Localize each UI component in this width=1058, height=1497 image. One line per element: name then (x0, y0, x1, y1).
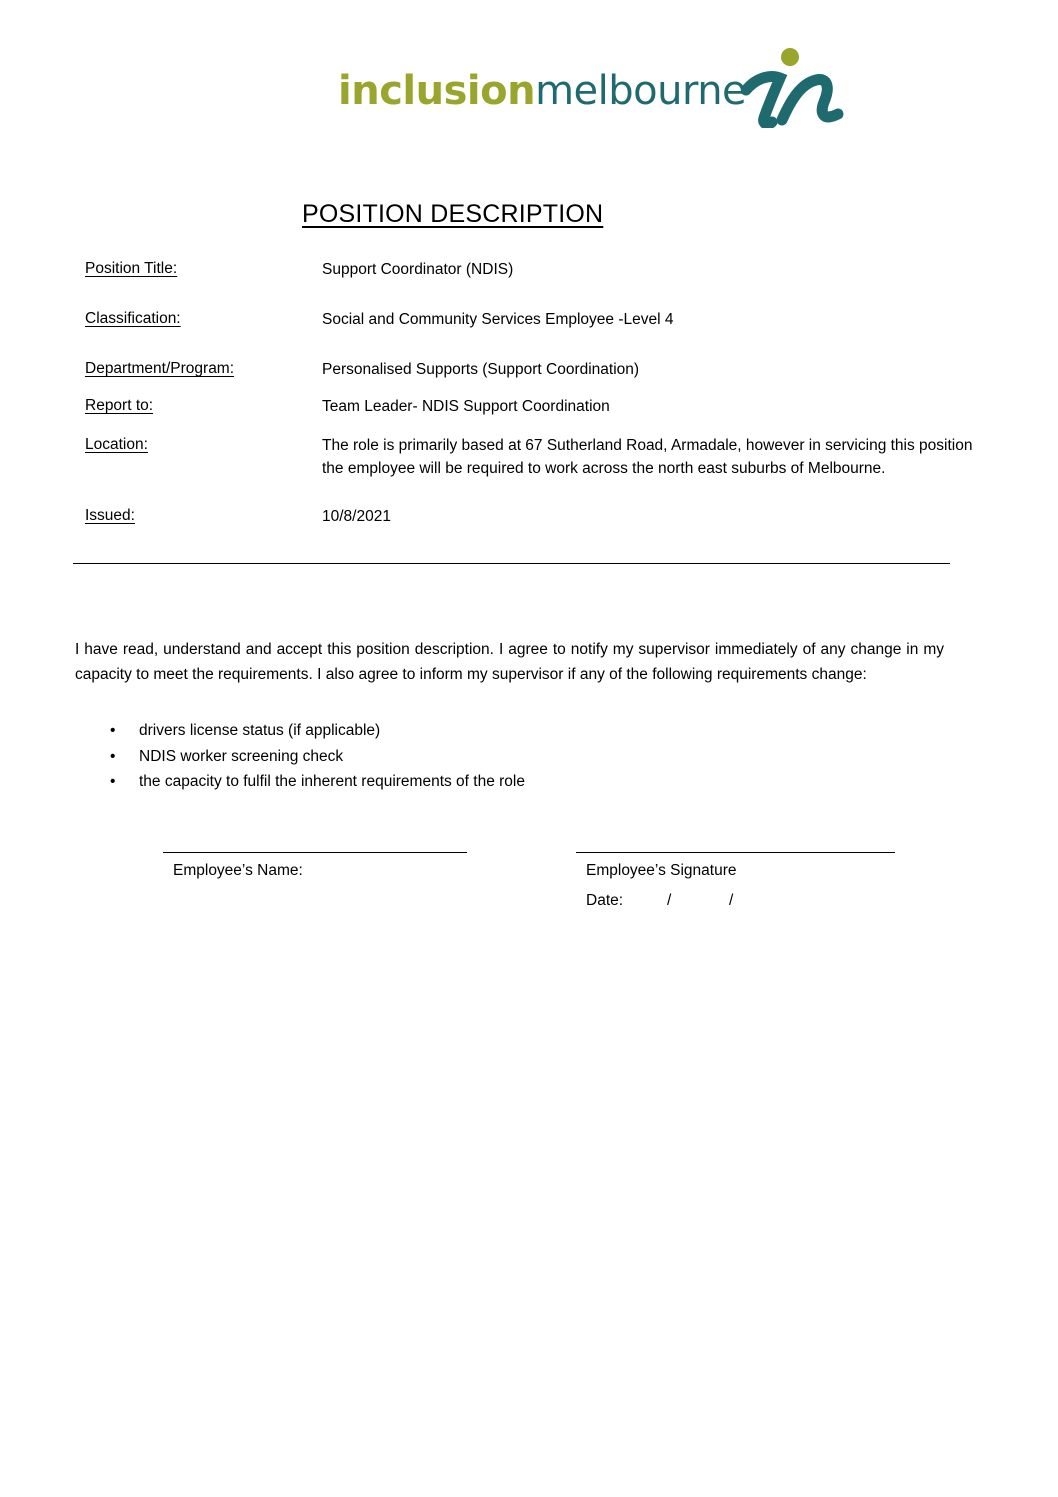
field-value-location: The role is primarily based at 67 Sutherland Road, Armadale, however in servicing this position the employee will be required to work across the north east suburbs of Melbourne. (322, 437, 973, 477)
bullet-icon: • (110, 722, 116, 739)
requirements-list (110, 718, 525, 795)
employee-name-label: Employee’s Name: (173, 862, 303, 879)
logo-wordmark-light: melbourne (535, 68, 747, 114)
section-divider (73, 563, 950, 564)
logo-wordmark-bold: inclusion (338, 68, 536, 114)
employee-name-line[interactable] (163, 852, 467, 853)
field-value-issued: 10/8/2021 (322, 508, 391, 525)
list-item-text: the capacity to fulfil the inherent requirements of the role (139, 773, 525, 790)
list-item (110, 769, 525, 795)
date-label: Date: (586, 892, 624, 909)
list-item (110, 718, 525, 744)
list-item-text: drivers license status (if applicable) (139, 722, 381, 739)
field-label-issued: Issued: (85, 507, 135, 524)
field-value-department: Personalised Supports (Support Coordination) (322, 361, 640, 378)
date-separator: / (729, 892, 734, 909)
list-item-text: NDIS worker screening check (139, 747, 344, 765)
document-title: POSITION DESCRIPTION (302, 200, 604, 228)
field-label-classification: Classification: (85, 310, 181, 327)
logo-mark-icon (742, 44, 846, 128)
acknowledgement-text: I have read, understand and accept this position description. I agree to notify my supervisor immediately of any change in my capacity to meet the requirements. I also agree to inform my supervisor if any of the following requirements change: (75, 641, 944, 683)
field-label-department: Department/Program: (85, 360, 235, 377)
company-logo (338, 44, 848, 128)
date-separator: / (667, 892, 672, 909)
field-value-classification: Social and Community Services Employee -Level 4 (322, 311, 674, 328)
field-label-location: Location: (85, 436, 148, 453)
employee-signature-label: Employee’s Signature (586, 862, 737, 879)
field-label-report-to: Report to: (85, 397, 154, 414)
employee-signature-line[interactable] (576, 852, 895, 853)
list-item (110, 744, 525, 770)
field-label-position-title: Position Title: (85, 260, 178, 277)
bullet-icon: • (110, 773, 116, 790)
field-value-position-title: Support Coordinator (NDIS) (322, 261, 514, 278)
field-value-report-to: Team Leader- NDIS Support Coordination (322, 398, 610, 415)
bullet-icon: • (110, 747, 116, 765)
logo-wordmark (338, 68, 746, 114)
